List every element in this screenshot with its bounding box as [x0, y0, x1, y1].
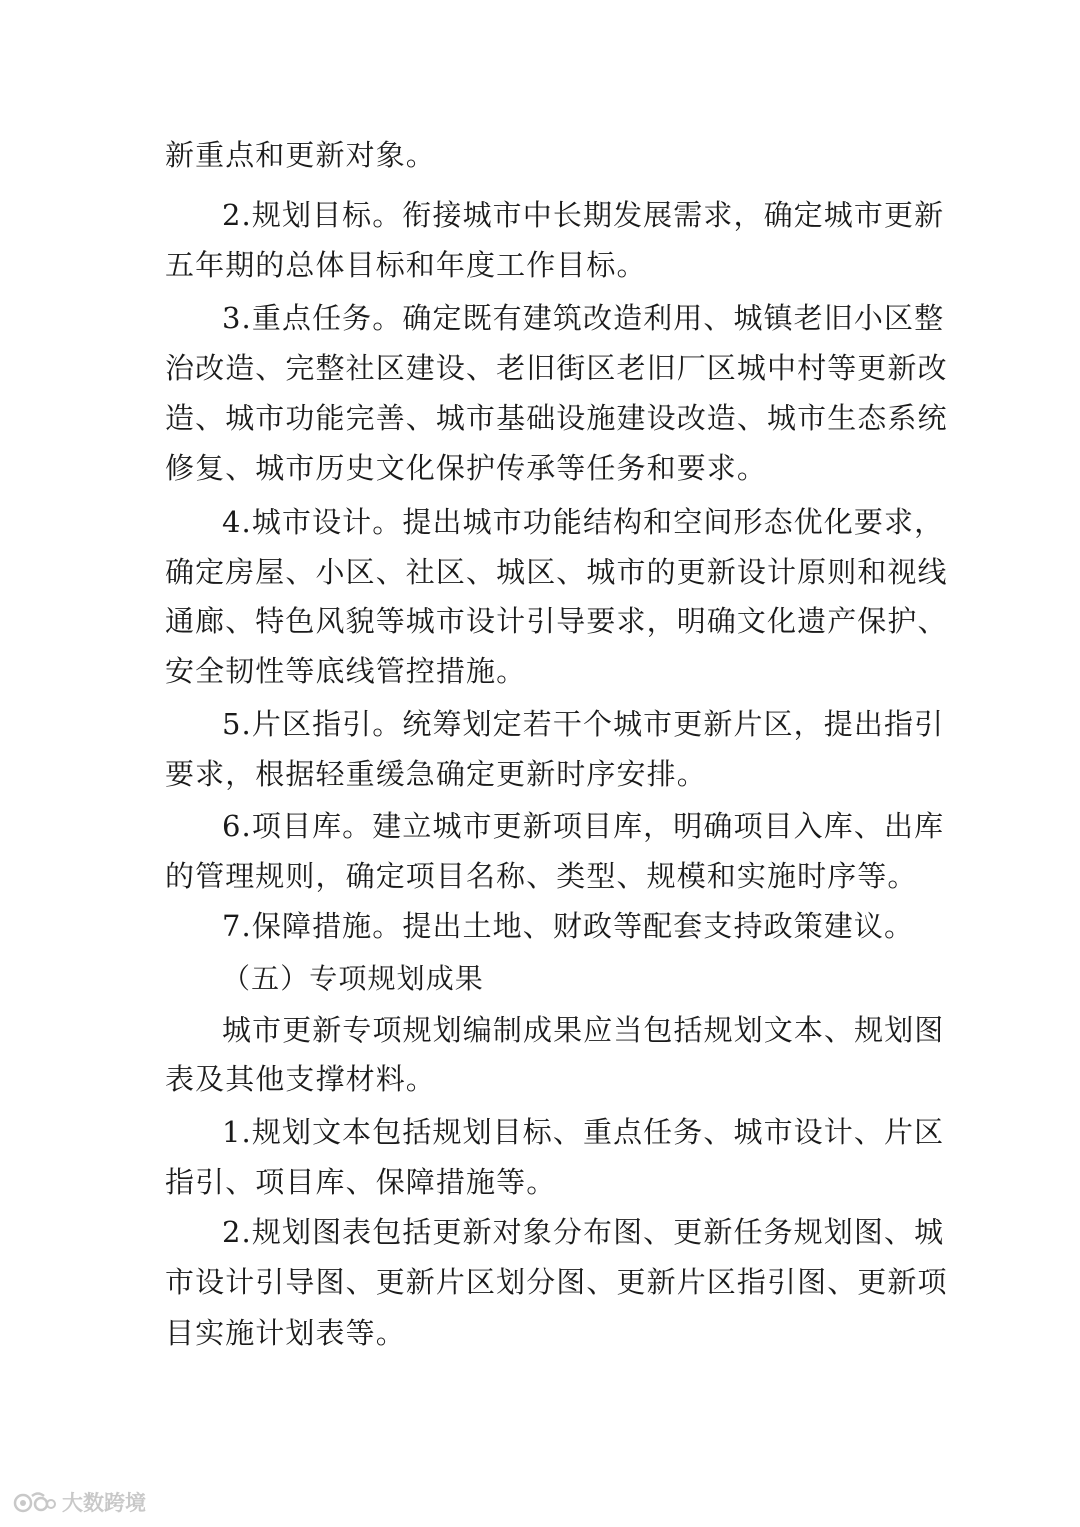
item-2-line-1: 2.规划目标。衔接城市中长期发展需求，确定城市更新 — [222, 198, 945, 232]
text-line: 要求，根据轻重缓急确定更新时序安排。 — [165, 757, 707, 791]
text-line: 确定房屋、小区、社区、城区、城市的更新设计原则和视线 — [165, 555, 948, 589]
text-line: 通廊、特色风貌等城市设计引导要求，明确文化遗产保护、 — [165, 604, 948, 638]
text-line: 的管理规则，确定项目名称、类型、规模和实施时序等。 — [165, 859, 918, 893]
text-line: 五年期的总体目标和年度工作目标。 — [165, 248, 647, 282]
watermark — [12, 1487, 146, 1517]
paragraph-line-1: 城市更新专项规划编制成果应当包括规划文本、规划图 — [222, 1013, 945, 1047]
item-6-line-1: 6.项目库。建立城市更新项目库，明确项目入库、出库 — [222, 809, 945, 843]
text-line: 安全韧性等底线管控措施。 — [165, 654, 527, 688]
weibo-style-logo-icon — [12, 1489, 56, 1515]
text-line: 表及其他支撑材料。 — [165, 1062, 436, 1096]
text-line: 指引、项目库、保障措施等。 — [165, 1165, 557, 1199]
text-line: 造、城市功能完善、城市基础设施建设改造、城市生态系统 — [165, 401, 948, 435]
section-heading: （五）专项规划成果 — [222, 962, 484, 995]
item-2b-line-1: 2.规划图表包括更新对象分布图、更新任务规划图、城 — [222, 1215, 945, 1249]
item-1-line-1: 1.规划文本包括规划目标、重点任务、城市设计、片区 — [222, 1115, 945, 1149]
item-5-line-1: 5.片区指引。统筹划定若干个城市更新片区，提出指引 — [222, 707, 945, 741]
text-line: 新重点和更新对象。 — [165, 138, 436, 172]
item-4-line-1: 4.城市设计。提出城市功能结构和空间形态优化要求， — [222, 505, 945, 539]
text-line: 修复、城市历史文化保护传承等任务和要求。 — [165, 451, 768, 485]
text-line: 治改造、完整社区建设、老旧街区老旧厂区城中村等更新改 — [165, 351, 948, 385]
text-line: 目实施计划表等。 — [165, 1316, 406, 1350]
watermark-text: 大数跨境 — [62, 1491, 146, 1515]
text-line: 市设计引导图、更新片区划分图、更新片区指引图、更新项 — [165, 1265, 948, 1299]
item-7-line-1: 7.保障措施。提出土地、财政等配套支持政策建议。 — [222, 909, 915, 943]
item-3-line-1: 3.重点任务。确定既有建筑改造利用、城镇老旧小区整 — [222, 301, 945, 335]
